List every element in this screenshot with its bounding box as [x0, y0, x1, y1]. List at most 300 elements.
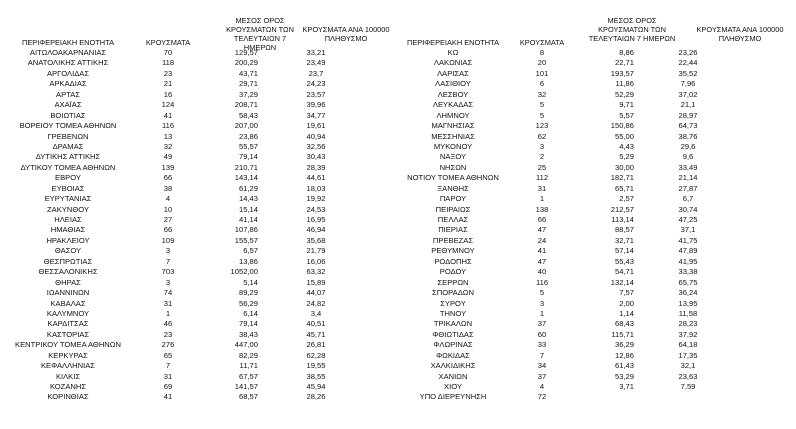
cell-region: ΚΟΖΑΝΗΣ	[49, 382, 87, 391]
cell-region: ΚΑΣΤΟΡΙΑΣ	[46, 329, 90, 339]
cell-per100k: 45,94	[306, 382, 326, 391]
cell-avg: 132,14	[610, 277, 634, 287]
cell-avg: 447,00	[234, 340, 258, 350]
cell-avg: 14,43	[238, 194, 258, 204]
cell-cases: 3	[539, 141, 545, 151]
table-row	[2, 236, 360, 246]
cell-per100k: 36,24	[678, 288, 698, 298]
header-cases: ΚΡΟΥΣΜΑΤΑ	[145, 38, 191, 47]
table-row	[398, 309, 732, 319]
table-row	[2, 142, 360, 152]
cell-region: ΗΛΕΙΑΣ	[54, 215, 82, 224]
cell-cases: 16	[163, 89, 173, 99]
cell-avg: 29,71	[238, 79, 258, 89]
table-row	[2, 299, 360, 309]
cell-avg: 82,29	[238, 350, 258, 360]
cell-avg: 88,57	[614, 225, 634, 235]
cell-region: ΤΗΝΟΥ	[439, 308, 467, 318]
cell-avg: 43,71	[238, 68, 258, 78]
table-row	[2, 121, 360, 131]
cell-region: ΧΙΟΥ	[444, 382, 462, 391]
table-row	[2, 330, 360, 340]
table-row	[2, 319, 360, 329]
table-row	[2, 288, 360, 298]
table-row	[398, 225, 732, 235]
cell-cases: 123	[535, 121, 549, 131]
cell-cases: 703	[161, 267, 175, 277]
cell-per100k: 28,97	[678, 110, 698, 120]
cell-avg: 3,71	[619, 382, 634, 391]
cell-region: ΕΥΡΥΤΑΝΙΑΣ	[44, 194, 92, 204]
cell-region: ΛΑΣΙΘΙΟΥ	[435, 79, 471, 89]
cell-region: ΑΡΤΑΣ	[56, 89, 80, 99]
table-row	[2, 372, 360, 382]
cell-avg: 30,00	[614, 162, 634, 172]
cell-avg: 150,86	[610, 121, 634, 131]
cell-avg: 67,57	[238, 371, 258, 381]
table-row	[2, 152, 360, 162]
table-row	[398, 163, 732, 173]
cell-region: ΛΗΜΝΟΥ	[436, 110, 470, 120]
cell-per100k: 19,61	[306, 121, 326, 131]
cell-region: ΣΥΡΟΥ	[440, 298, 466, 308]
cell-region: ΜΕΣΣΗΝΙΑΣ	[431, 131, 475, 141]
cell-per100k: 41,75	[678, 235, 698, 245]
header-cases: ΚΡΟΥΣΜΑΤΑ	[519, 38, 565, 47]
cell-avg: 129,57	[234, 48, 258, 57]
cell-cases: 13	[163, 131, 173, 141]
table-row	[398, 184, 732, 194]
cell-per100k: 39,96	[306, 100, 326, 110]
table-row	[398, 382, 732, 392]
table-row	[398, 340, 732, 350]
cell-cases: 116	[535, 277, 549, 287]
cell-cases: 24	[537, 235, 547, 245]
table-row	[2, 132, 360, 142]
cell-avg: 141,57	[234, 382, 258, 391]
cell-cases: 139	[161, 162, 175, 172]
cell-per100k: 47,89	[678, 246, 698, 256]
cell-cases: 31	[537, 183, 547, 193]
cell-avg: 52,29	[614, 89, 634, 99]
cell-region: ΝΑΞΟΥ	[439, 152, 467, 162]
cell-avg: 212,57	[610, 204, 634, 214]
cell-avg: 5,29	[619, 152, 634, 162]
cell-avg: 6,14	[243, 308, 258, 318]
table-row	[2, 79, 360, 89]
cell-cases: 31	[163, 298, 173, 308]
cell-cases: 60	[537, 329, 547, 339]
cell-region: ΝΟΤΙΟΥ ΤΟΜΕΑ ΑΘΗΝΩΝ	[407, 173, 499, 183]
cell-avg: 143,14	[234, 173, 258, 183]
table-row	[2, 194, 360, 204]
cell-avg: 41,14	[238, 215, 258, 224]
table-row	[398, 361, 732, 371]
cell-per100k: 37,92	[678, 329, 698, 339]
cell-per100k: 34,77	[306, 110, 326, 120]
cell-per100k: 23,49	[306, 58, 326, 68]
cell-cases: 32	[537, 89, 547, 99]
cell-cases: 41	[163, 110, 173, 120]
cell-per100k: 33,49	[678, 162, 698, 172]
cell-avg: 1052,00	[230, 267, 258, 277]
cell-per100k: 45,71	[306, 329, 326, 339]
cell-region: ΗΡΑΚΛΕΙΟΥ	[46, 235, 90, 245]
cell-cases: 38	[163, 183, 173, 193]
cell-per100k: 32,1	[680, 361, 696, 371]
cell-per100k: 62,28	[306, 350, 326, 360]
cell-cases: 116	[161, 121, 175, 131]
header-avg: ΜΕΣΟΣ ΟΡΟΣ ΚΡΟΥΣΜΑΤΩΝ ΤΩΝ ΤΕΛΕΥΤΑΙΩΝ 7 ΗΜΕΡΩΝ	[226, 16, 294, 52]
cell-cases: 66	[163, 173, 173, 183]
cell-per100k: 22,44	[678, 58, 698, 68]
table-row	[2, 246, 360, 256]
table-row	[2, 257, 360, 267]
cell-per100k: 44,07	[306, 288, 326, 298]
cell-region: ΖΑΚΥΝΘΟΥ	[47, 204, 89, 214]
cell-per100k: 23,26	[678, 48, 698, 57]
cell-avg: 36,29	[614, 340, 634, 350]
cell-per100k: 7,59	[680, 382, 696, 391]
cell-cases: 6	[539, 79, 545, 89]
table-row	[2, 69, 360, 79]
cell-avg: 2,00	[619, 298, 634, 308]
cell-per100k: 41,95	[678, 256, 698, 266]
cell-cases: 40	[537, 267, 547, 277]
cell-region: ΕΥΒΟΙΑΣ	[51, 183, 85, 193]
cell-per100k: 35,52	[678, 68, 698, 78]
cell-cases: 276	[161, 340, 175, 350]
cell-avg: 182,71	[610, 173, 634, 183]
table-row	[398, 121, 732, 131]
cell-per100k: 28,26	[306, 392, 326, 402]
cell-cases: 7	[165, 361, 171, 371]
cell-per100k: 7,96	[680, 79, 696, 89]
cell-per100k: 17,35	[678, 350, 698, 360]
cell-cases: 33	[537, 340, 547, 350]
cell-cases: 46	[163, 319, 173, 329]
cell-avg: 7,57	[619, 288, 634, 298]
cell-per100k: 33,21	[306, 48, 326, 57]
table-row	[2, 215, 360, 225]
header-per100k: ΚΡΟΥΣΜΑΤΑ ΑΝΑ 100000 ΠΛΗΘΥΣΜΟ	[696, 25, 784, 43]
cell-per100k: 38,55	[306, 371, 326, 381]
cell-per100k: 23,57	[306, 89, 326, 99]
cell-region: ΘΕΣΠΡΩΤΙΑΣ	[43, 256, 93, 266]
cell-cases: 112	[535, 173, 549, 183]
cell-per100k: 24,23	[306, 79, 326, 89]
cell-per100k: 46,94	[306, 225, 326, 235]
cell-avg: 32,71	[614, 235, 634, 245]
table-row	[2, 48, 360, 58]
cell-avg: 23,86	[238, 131, 258, 141]
cell-region: ΚΕΝΤΡΙΚΟΥ ΤΟΜΕΑ ΑΘΗΝΩΝ	[15, 340, 121, 350]
cell-per100k: 64,73	[678, 121, 698, 131]
cell-region: ΚΕΦΑΛΛΗΝΙΑΣ	[40, 361, 96, 371]
cell-region: ΠΑΡΟΥ	[439, 194, 467, 204]
cell-per100k: 27,87	[678, 183, 698, 193]
cell-avg: 4,43	[619, 141, 634, 151]
cell-region: ΡΟΔΟΥ	[439, 267, 467, 277]
cell-per100k: 24,82	[306, 298, 326, 308]
cell-cases: 23	[163, 329, 173, 339]
cell-avg: 107,86	[234, 225, 258, 235]
cell-per100k: 28,23	[678, 319, 698, 329]
cell-cases: 47	[537, 225, 547, 235]
table-row	[398, 267, 732, 277]
cell-avg: 38,43	[238, 329, 258, 339]
table-row	[2, 111, 360, 121]
cell-avg: 5,57	[619, 110, 634, 120]
table-row	[398, 215, 732, 225]
cell-cases: 31	[163, 371, 173, 381]
cell-cases: 72	[537, 392, 547, 402]
cell-avg: 207,00	[234, 121, 258, 131]
cell-avg: 5,14	[243, 277, 258, 287]
cell-region: ΦΘΙΩΤΙΔΑΣ	[432, 329, 474, 339]
table-row	[398, 278, 732, 288]
cell-avg: 155,57	[234, 235, 258, 245]
cell-cases: 2	[539, 152, 545, 162]
cell-avg: 37,29	[238, 89, 258, 99]
cell-region: ΥΠΟ ΔΙΕΡΕΥΝΗΣΗ	[419, 392, 487, 402]
cell-avg: 6,57	[243, 246, 258, 256]
cell-cases: 27	[163, 215, 173, 224]
cell-avg: 58,43	[238, 110, 258, 120]
cell-region: ΚΙΛΚΙΣ	[55, 371, 81, 381]
cell-region: ΠΕΙΡΑΙΩΣ	[435, 204, 471, 214]
cell-cases: 66	[163, 225, 173, 235]
table-row	[398, 319, 732, 329]
table-row	[398, 299, 732, 309]
table-row	[2, 100, 360, 110]
cell-per100k: 65,75	[678, 277, 698, 287]
cell-per100k: 11,58	[678, 308, 698, 318]
cell-cases: 47	[537, 256, 547, 266]
cell-avg: 65,71	[614, 183, 634, 193]
cell-per100k: 26,81	[306, 340, 326, 350]
table-row	[398, 372, 732, 382]
cell-cases: 3	[165, 277, 171, 287]
cell-region: ΔΥΤΙΚΟΥ ΤΟΜΕΑ ΑΘΗΝΩΝ	[20, 162, 116, 172]
cell-avg: 2,57	[619, 194, 634, 204]
cell-per100k: 44,61	[306, 173, 326, 183]
cell-cases: 1	[539, 194, 545, 204]
cell-cases: 69	[163, 382, 173, 391]
cell-cases: 7	[539, 350, 545, 360]
cell-cases: 10	[163, 204, 173, 214]
cell-avg: 53,29	[614, 371, 634, 381]
cell-per100k: 33,38	[678, 267, 698, 277]
cell-region: ΘΗΡΑΣ	[55, 277, 81, 287]
cell-cases: 124	[161, 100, 175, 110]
cell-region: ΚΟΡΙΝΘΙΑΣ	[47, 392, 89, 402]
cell-per100k: 21,1	[680, 100, 696, 110]
cell-region: ΔΡΑΜΑΣ	[52, 141, 84, 151]
cell-avg: 54,71	[614, 267, 634, 277]
table-row	[398, 142, 732, 152]
cell-cases: 5	[539, 100, 545, 110]
table-row	[398, 79, 732, 89]
cell-cases: 4	[165, 194, 171, 204]
cell-cases: 5	[539, 288, 545, 298]
table-row	[2, 58, 360, 68]
cell-region: ΑΝΑΤΟΛΙΚΗΣ ΑΤΤΙΚΗΣ	[27, 58, 109, 68]
cell-region: ΑΡΚΑΔΙΑΣ	[49, 79, 87, 89]
cell-avg: 8,86	[619, 48, 634, 57]
cell-cases: 138	[535, 204, 549, 214]
cell-cases: 3	[165, 246, 171, 256]
cell-region: ΚΑΡΔΙΤΣΑΣ	[47, 319, 89, 329]
cell-per100k: 13,95	[678, 298, 698, 308]
table-row	[2, 351, 360, 361]
cell-region: ΓΡΕΒΕΝΩΝ	[47, 131, 89, 141]
table-row	[2, 278, 360, 288]
cell-per100k: 3,4	[310, 308, 322, 318]
cell-cases: 32	[163, 141, 173, 151]
cell-per100k: 19,92	[306, 194, 326, 204]
cell-region: ΛΑΡΙΣΑΣ	[437, 68, 469, 78]
table-row	[398, 58, 732, 68]
cell-region: ΚΑΒΑΛΑΣ	[50, 298, 86, 308]
cell-region: ΜΥΚΟΝΟΥ	[433, 141, 473, 151]
left-table-header	[2, 12, 390, 52]
cell-per100k: 37,02	[678, 89, 698, 99]
cell-avg: 68,43	[614, 319, 634, 329]
table-row	[398, 69, 732, 79]
cell-avg: 55,57	[238, 141, 258, 151]
cell-region: ΑΧΑΪΑΣ	[54, 100, 82, 110]
cell-per100k: 63,32	[306, 267, 326, 277]
right-table	[398, 12, 784, 403]
cell-cases: 1	[539, 308, 545, 318]
table-row	[2, 309, 360, 319]
cell-avg: 1,14	[619, 308, 634, 318]
cell-region: ΑΡΓΟΛΙΔΑΣ	[46, 68, 90, 78]
header-avg: ΜΕΣΟΣ ΟΡΟΣ ΚΡΟΥΣΜΑΤΩΝ ΤΩΝ ΤΕΛΕΥΤΑΙΩΝ 7 ΗΜΕΡΩΝ	[588, 16, 676, 43]
cell-region: ΣΠΟΡΑΔΩΝ	[432, 288, 474, 298]
cell-region: ΙΩΑΝΝΙΝΩΝ	[46, 288, 90, 298]
cell-region: ΝΗΣΩΝ	[439, 162, 467, 172]
cell-per100k: 40,51	[306, 319, 326, 329]
cell-cases: 41	[537, 246, 547, 256]
cell-avg: 61,43	[614, 361, 634, 371]
cell-per100k	[644, 392, 732, 402]
cell-avg: 79,14	[238, 319, 258, 329]
cell-cases: 5	[539, 110, 545, 120]
cell-avg: 68,57	[238, 392, 258, 402]
table-row	[398, 48, 732, 58]
cell-region: ΛΕΥΚΑΔΑΣ	[432, 100, 474, 110]
cell-avg	[576, 392, 644, 402]
cell-avg: 115,71	[611, 329, 634, 339]
cell-cases: 37	[537, 319, 547, 329]
table-row	[398, 288, 732, 298]
table-row	[2, 382, 360, 392]
cell-avg: 210,71	[234, 162, 258, 172]
cell-region: ΠΕΛΛΑΣ	[437, 215, 469, 224]
cell-per100k: 38,76	[678, 131, 698, 141]
cell-cases: 20	[537, 58, 547, 68]
cell-avg: 55,00	[614, 131, 634, 141]
cell-avg: 22,71	[614, 58, 634, 68]
cell-region: ΑΙΤΩΛΟΑΚΑΡΝΑΝΙΑΣ	[29, 48, 107, 57]
table-row	[2, 184, 360, 194]
table-row	[2, 205, 360, 215]
cell-region: ΠΙΕΡΙΑΣ	[438, 225, 468, 235]
cell-region: ΠΡΕΒΕΖΑΣ	[432, 235, 474, 245]
cell-per100k: 35,68	[306, 235, 326, 245]
cell-cases: 66	[537, 215, 547, 224]
table-row	[2, 173, 360, 183]
cell-per100k: 40,94	[306, 131, 326, 141]
cell-region: ΕΒΡΟΥ	[55, 173, 81, 183]
table-row	[398, 351, 732, 361]
table-row	[398, 236, 732, 246]
cell-avg: 89,29	[238, 288, 258, 298]
cell-per100k: 28,39	[306, 162, 326, 172]
cell-cases: 65	[163, 350, 173, 360]
right-table-body	[398, 48, 732, 403]
cell-avg: 113,14	[611, 215, 634, 224]
cell-per100k: 18,03	[306, 183, 326, 193]
cell-avg: 193,57	[610, 68, 634, 78]
table-row	[398, 173, 732, 183]
cell-per100k: 21,14	[678, 173, 698, 183]
cell-per100k: 21,79	[306, 246, 326, 256]
cell-per100k: 9,6	[682, 152, 694, 162]
cell-region: ΘΑΣΟΥ	[54, 246, 82, 256]
table-row	[398, 152, 732, 162]
cell-avg: 208,71	[234, 100, 258, 110]
cell-per100k: 15,89	[306, 277, 326, 287]
table-row	[2, 340, 360, 350]
cell-per100k: 29,6	[680, 141, 696, 151]
cell-per100k: 37,1	[680, 225, 696, 235]
cell-avg: 55,43	[614, 256, 634, 266]
cell-cases: 25	[537, 162, 547, 172]
cell-per100k: 19,55	[306, 361, 326, 371]
cell-cases: 7	[165, 256, 171, 266]
table-row	[2, 361, 360, 371]
cell-per100k: 23,7	[308, 68, 324, 78]
cell-cases: 109	[161, 235, 175, 245]
cell-region: ΦΛΩΡΙΝΑΣ	[433, 340, 473, 350]
cell-avg: 56,29	[238, 298, 258, 308]
cell-avg: 13,86	[238, 256, 258, 266]
cell-cases: 101	[535, 68, 549, 78]
table-row	[398, 90, 732, 100]
cell-avg: 12,86	[614, 350, 634, 360]
cell-per100k: 30,43	[306, 152, 326, 162]
left-table	[2, 12, 390, 403]
cell-cases: 3	[539, 298, 545, 308]
cell-per100k: 47,25	[678, 215, 698, 224]
cell-cases: 23	[163, 68, 173, 78]
cell-cases: 37	[537, 371, 547, 381]
cell-avg: 11,71	[239, 361, 258, 371]
table-row	[398, 100, 732, 110]
table-row	[398, 111, 732, 121]
cell-cases: 4	[539, 382, 545, 391]
cell-cases: 8	[539, 48, 545, 57]
cell-region: ΤΡΙΚΑΛΩΝ	[433, 319, 473, 329]
cell-region: ΧΑΝΙΩΝ	[438, 371, 468, 381]
table-row	[398, 392, 732, 402]
cell-region: ΒΟΙΩΤΙΑΣ	[50, 110, 86, 120]
cell-region: ΔΥΤΙΚΗΣ ΑΤΤΙΚΗΣ	[35, 152, 101, 162]
cell-region: ΣΕΡΡΩΝ	[437, 277, 469, 287]
